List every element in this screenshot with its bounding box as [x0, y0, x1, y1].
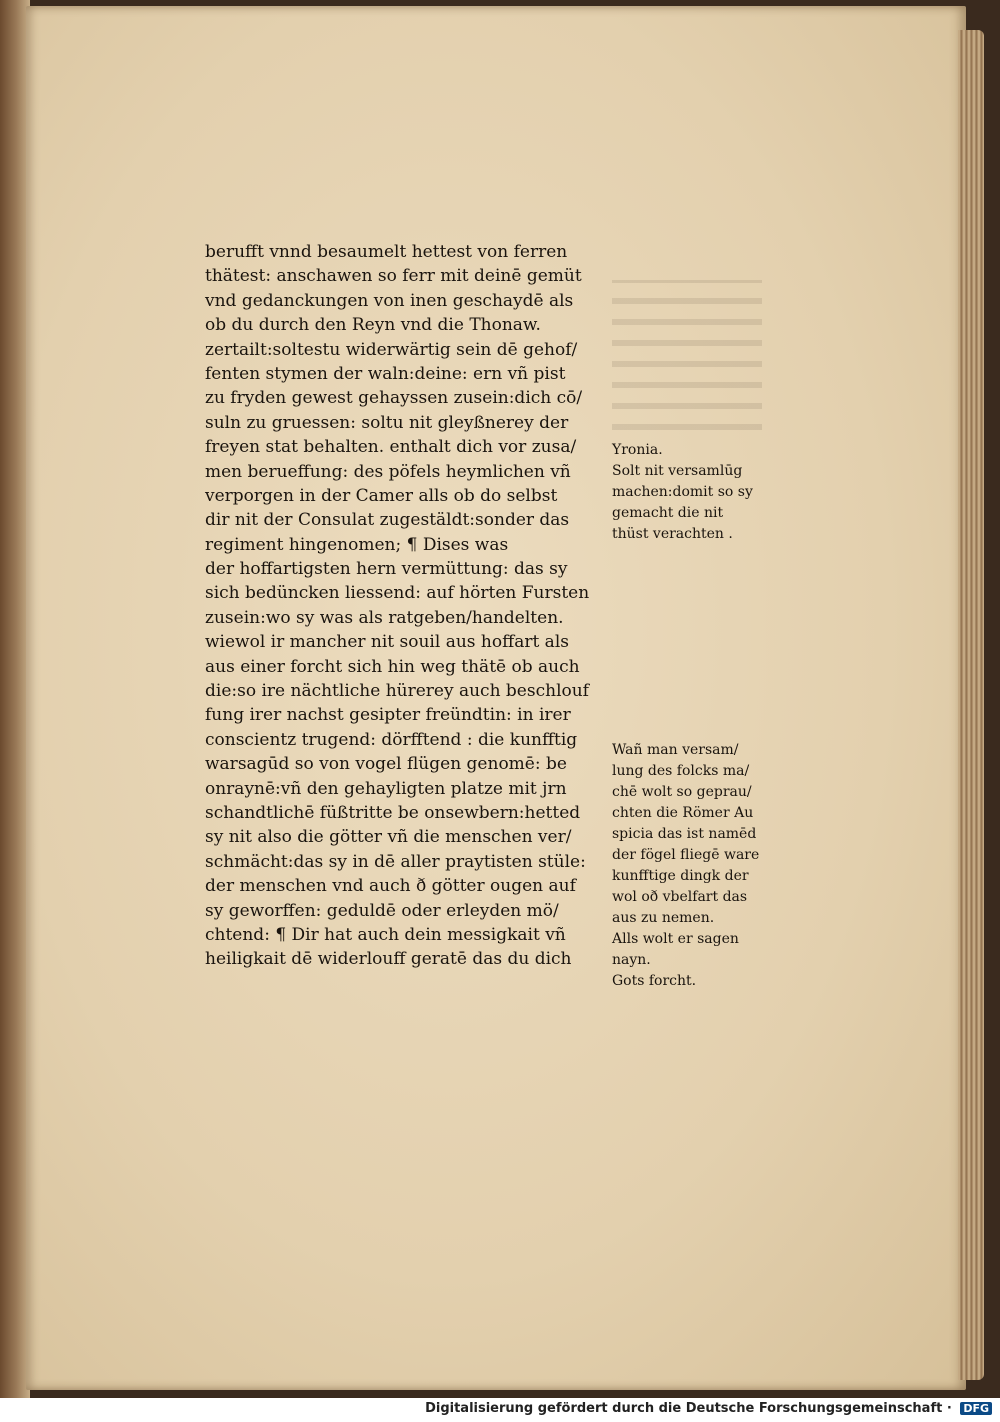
- text-line: wiewol ir mancher nit souil aus hoffart als: [205, 632, 569, 653]
- margin-note-line: Wañ man versam/: [612, 742, 739, 758]
- text-line: sy nit also die götter vñ die menschen ver/: [205, 827, 572, 848]
- text-line: conscientz trugend: dörfftend : die kunfftig: [205, 729, 578, 750]
- margin-note-line: chten die Römer Au: [612, 805, 754, 821]
- margin-note-line: chē wolt so geprau/: [612, 784, 752, 800]
- text-line: die:so ire nächtliche hürerey auch beschlouf: [205, 681, 589, 702]
- dfg-logo: DFG: [960, 1402, 992, 1415]
- text-line: suln zu gruessen: soltu nit gleyßnerey der: [205, 412, 569, 433]
- footer-bar: [0, 1398, 1000, 1422]
- text-line: berufft vnnd besaumelt hettest von ferren: [205, 242, 568, 262]
- text-line: warsagūd so von vogel flügen genomē: be: [205, 754, 567, 775]
- margin-note-line: Yronia.: [612, 442, 663, 458]
- margin-note-line: aus zu nemen.: [612, 910, 715, 926]
- text-line: heiligkait dē widerlouff geratē das du dich: [205, 949, 572, 970]
- page-stack-edges: [958, 30, 984, 1380]
- margin-note-line: nayn.: [612, 952, 651, 968]
- text-line: zu fryden gewest gehayssen zusein:dich cō/: [205, 388, 583, 409]
- funding-credit-text: Digitalisierung gefördert durch die Deutsche Forschungsgemeinschaft ·: [425, 1401, 952, 1416]
- text-line: thätest: anschawen so ferr mit deinē gemüt: [205, 266, 582, 287]
- margin-note-line: thüst verachten .: [612, 526, 733, 542]
- text-line: ob du durch den Reyn vnd die Thonaw.: [205, 315, 541, 336]
- margin-note-auspicia: [612, 740, 759, 992]
- text-line: dir nit der Consulat zugestäldt:sonder das: [205, 510, 570, 531]
- margin-note-line: der fögel fliegē ware: [612, 847, 760, 863]
- margin-note-line: spicia das ist namēd: [612, 826, 757, 842]
- text-line: freyen stat behalten. enthalt dich vor zusa/: [205, 437, 577, 458]
- text-line: chtend: ¶ Dir hat auch dein messigkait vñ: [205, 924, 566, 945]
- margin-note-irony: [612, 440, 753, 545]
- margin-note-line: machen:domit so sy: [612, 484, 753, 500]
- text-line: zusein:wo sy was als ratgeben/handelten.: [205, 607, 564, 628]
- text-line: regiment hingenomen; ¶ Dises was: [205, 534, 509, 555]
- text-line: verporgen in der Camer alls ob do selbst: [205, 485, 558, 506]
- text-line: fenten stymen der waln:deine: ern vñ pist: [205, 363, 566, 384]
- margin-note-line: Solt nit versamlūg: [612, 463, 743, 479]
- text-line: onraynē:vñ den gehayligten platze mit jrn: [205, 778, 567, 799]
- text-line: vnd gedanckungen von inen geschaydē als: [205, 290, 574, 311]
- funding-credit: [425, 1401, 992, 1416]
- text-line: schmächt:das sy in dē aller praytisten stüle:: [205, 851, 586, 872]
- text-line: sich bedüncken liessend: auf hörten Fursten: [205, 583, 590, 604]
- text-line: der hoffartigsten hern vermüttung: das sy: [205, 559, 568, 580]
- margin-note-line: kunfftige dingk der: [612, 868, 749, 884]
- text-line: men berueffung: des pöfels heymlichen vñ: [205, 461, 571, 482]
- margin-note-line: wol oð vbelfart das: [612, 889, 748, 905]
- text-line: fung irer nachst gesipter freündtin: in irer: [205, 705, 571, 726]
- text-line: zertailt:soltestu widerwärtig sein dē gehof/: [205, 339, 578, 360]
- margin-note-line: lung des folcks ma/: [612, 763, 750, 779]
- main-text-block: [205, 240, 600, 972]
- margin-note-line: gemacht die nit: [612, 505, 724, 521]
- text-line: aus einer forcht sich hin weg thätē ob auch: [205, 656, 580, 677]
- margin-note-line: Gots forcht.: [612, 973, 697, 989]
- bleed-through-text: [612, 280, 762, 430]
- text-line: schandtlichē füßtritte be onsewbern:hetted: [205, 802, 581, 823]
- text-line: der menschen vnd auch ð götter ougen auf: [205, 876, 576, 897]
- text-line: sy geworffen: geduldē oder erleyden mö/: [205, 900, 559, 921]
- margin-note-line: Alls wolt er sagen: [612, 931, 739, 947]
